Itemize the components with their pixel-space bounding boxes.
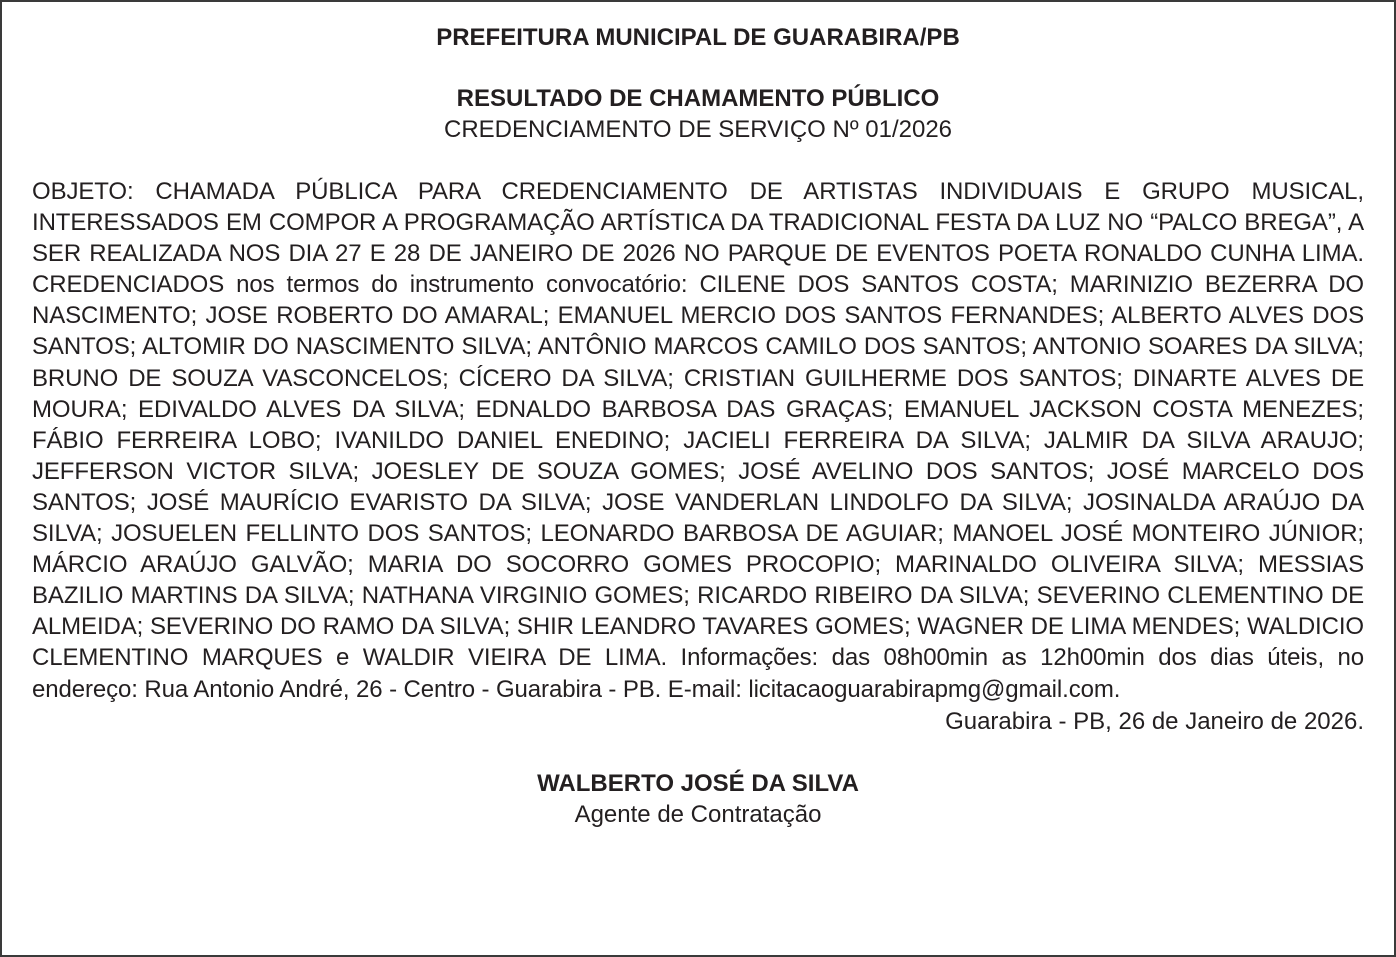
signer-role: Agente de Contratação bbox=[574, 800, 822, 828]
notice-subtitle: CREDENCIAMENTO DE SERVIÇO Nº 01/2026 bbox=[443, 116, 953, 143]
notice-title: RESULTADO DE CHAMAMENTO PÚBLICO bbox=[456, 85, 940, 112]
notice-body: OBJETO: CHAMADA PÚBLICA PARA CREDENCIAMENTO DE ARTISTAS INDIVIDUAIS E GRUPO MUSICAL, INTERESSADOS EM COMPOR A PROGRAMAÇÃO ARTÍSTICA DA TRADICIONAL FESTA DA LUZ NO “PALCO BREGA”, A SER REALIZADA NOS DIA 27 E 28 DE JANEIRO DE 2026 NO PARQUE DE EVENTOS POETA RONALDO CUNHA LIMA. CREDENCIADOS nos termos do instrumento convocatório: CILENE DOS SANTOS COSTA; MARINIZIO BEZERRA DO NASCIMENTO; JOSE ROBERTO DO AMARAL; EMANUEL MERCIO DOS SANTOS FERNANDES; ALBERTO ALVES DOS SANTOS; ALTOMIR DO NASCIMENTO SILVA; ANTÔNIO MARCOS CAMILO DOS SANTOS; ANTONIO SOARES DA SILVA; BRUNO DE SOUZA VASCONCELOS; CÍCERO DA SILVA; CRISTIAN GUILHERME DOS SANTOS; DINARTE ALVES DE MOURA; EDIVALDO ALVES DA SILVA; EDNALDO BARBOSA DAS GRAÇAS; EMANUEL JACKSON COSTA MENEZES; FÁBIO FERREIRA LOBO; IVANILDO DANIEL ENEDINO; JACIELI FERREIRA DA SILVA; JALMIR DA SILVA ARAUJO; JEFFERSON VICTOR SILVA; JOESLEY DE SOUZA GOMES; JOSÉ AVELINO DOS SANTOS; JOSÉ MARCELO DOS SANTOS; JOSÉ MAURÍCIO EVARISTO DA SILVA; JOSE VANDERLAN LINDOLFO DA SILVA; JOSINALDA ARAÚJO DA SILVA; JOSUELEN FELLINTO DOS SANTOS; LEONARDO BARBOSA DE AGUIAR; MANOEL JOSÉ MONTEIRO JÚNIOR; MÁRCIO ARAÚJO GALVÃO; MARIA DO SOCORRO GOMES PROCOPIO; MARINALDO OLIVEIRA SILVA; MESSIAS BAZILIO MARTINS DA SILVA; NATHANA VIRGINIO GOMES; RICARDO RIBEIRO DA SILVA; SEVERINO CLEMENTINO DE ALMEIDA; SEVERINO DO RAMO DA SILVA; SHIR LEANDRO TAVARES GOMES; WAGNER DE LIMA MENDES; WALDICIO CLEMENTINO MARQUES e WALDIR VIEIRA DE LIMA. Informações: das 08h00min as 12h00min dos dias úteis, no endereço: Rua Antonio André, 26 - Centro - Guarabira - PB. E-mail: licitacaoguarabirapmg@gmail.com. bbox=[32, 178, 1364, 703]
signer-name: WALBERTO JOSÉ DA SILVA bbox=[537, 769, 859, 797]
date-line: Guarabira - PB, 26 de Janeiro de 2026. bbox=[945, 707, 1364, 735]
header-title: PREFEITURA MUNICIPAL DE GUARABIRA/PB bbox=[436, 24, 960, 51]
